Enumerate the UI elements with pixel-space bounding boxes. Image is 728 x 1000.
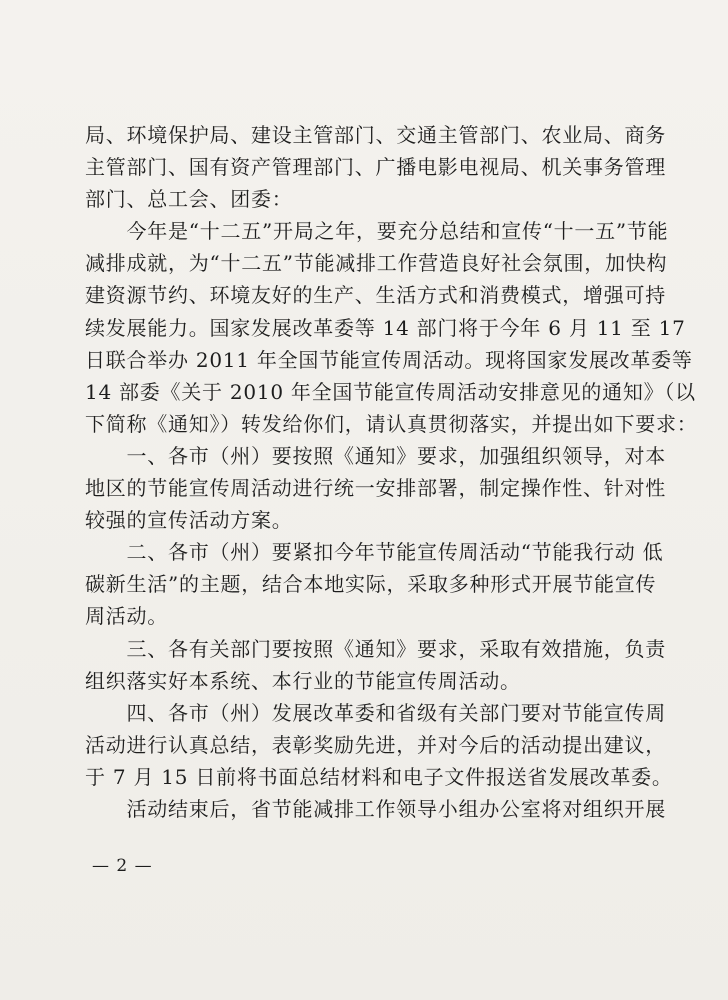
body-line: 部门、总工会、团委：	[85, 187, 293, 212]
body-line: 四、各市（州）发展改革委和省级有关部门要对节能宣传周	[85, 700, 666, 725]
document-body	[85, 119, 698, 825]
body-line: 续发展能力。国家发展改革委等 14 部门将于今年 6 月 11 至 17	[85, 315, 686, 340]
body-line: 三、各有关部门要按照《通知》要求，采取有效措施，负责	[85, 636, 666, 661]
body-line: 活动进行认真总结，表彰奖励先进，并对今后的活动提出建议，	[85, 732, 666, 757]
body-line: 于 7 月 15 日前将书面总结材料和电子文件报送省发展改革委。	[85, 764, 673, 789]
page-number: — 2 —	[92, 856, 153, 876]
body-line: 碳新生活”的主题，结合本地实际，采取多种形式开展节能宣传	[85, 572, 657, 597]
body-line: 主管部门、国有资产管理部门、广播电影电视局、机关事务管理	[85, 155, 666, 180]
body-line: 日联合举办 2011 年全国节能宣传周活动。现将国家发展改革委等	[85, 347, 693, 372]
body-line: 二、各市（州）要紧扣今年节能宣传周活动“节能我行动 低	[85, 540, 664, 565]
body-line: 今年是“十二五”开局之年，要充分总结和宣传“十一五”节能	[85, 219, 669, 244]
body-line: 活动结束后，省节能减排工作领导小组办公室将对组织开展	[85, 796, 666, 821]
body-line: 一、各市（州）要按照《通知》要求，加强组织领导，对本	[85, 443, 666, 468]
body-line: 较强的宣传活动方案。	[85, 508, 293, 533]
body-line: 地区的节能宣传周活动进行统一安排部署，制定操作性、针对性	[85, 476, 666, 501]
body-line: 减排成就，为“十二五”节能减排工作营造良好社会氛围，加快构	[85, 251, 668, 276]
body-line: 局、环境保护局、建设主管部门、交通主管部门、农业局、商务	[85, 123, 666, 147]
body-line: 周活动。	[85, 604, 168, 629]
body-line: 14 部委《关于 2010 年全国节能宣传周活动安排意见的通知》（以	[85, 379, 696, 404]
body-line: 组织落实好本系统、本行业的节能宣传周活动。	[85, 668, 521, 693]
body-line: 下简称《通知》）转发给你们，请认真贯彻落实，并提出如下要求：	[85, 411, 698, 436]
body-line: 建资源节约、环境友好的生产、生活方式和消费模式，增强可持	[85, 283, 666, 308]
